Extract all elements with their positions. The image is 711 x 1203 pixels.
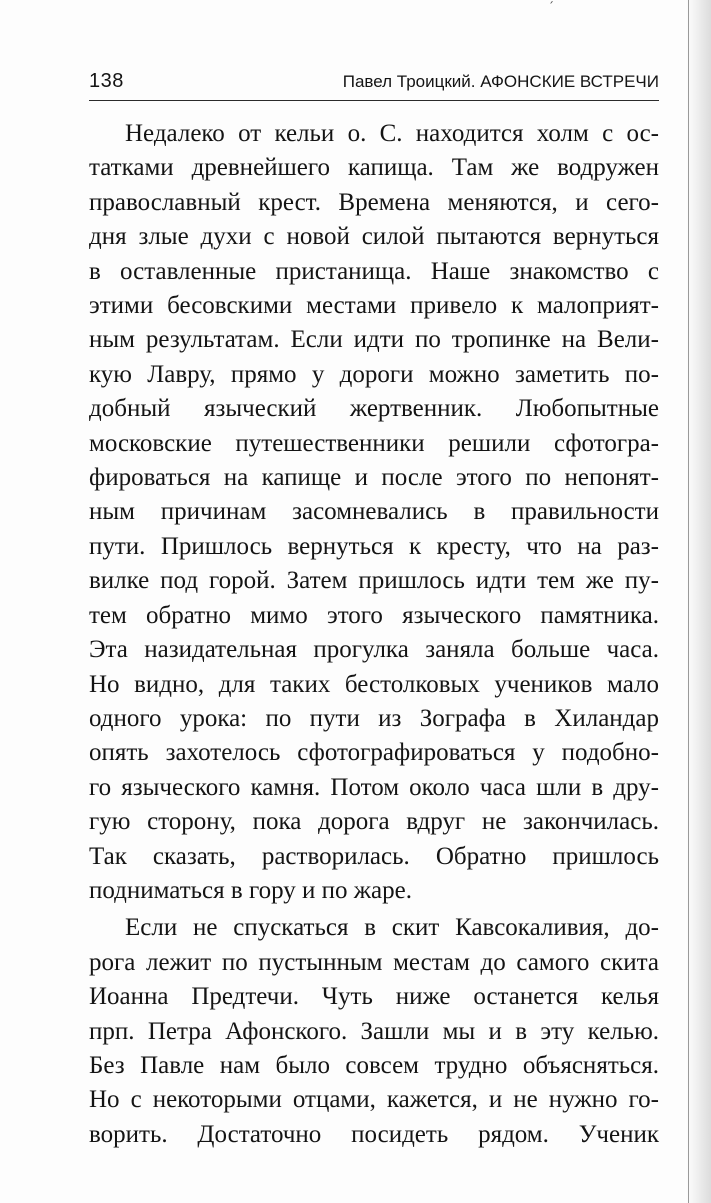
text-line: православный крест. Времена меняются, и сего-: [89, 188, 659, 216]
text-line: в оставленные пристанища. Наше знакомство с: [89, 257, 659, 285]
text-line: прп. Петра Афонского. Зашли мы и в эту келью.: [89, 1017, 659, 1045]
text-line: этими бесовскими местами привело к малоприят-: [89, 292, 659, 320]
text-line: вилке под горой. Затем пришлось идти тем же пу-: [89, 567, 659, 595]
text-line: Без Павле нам было совсем трудно объясняться.: [89, 1051, 659, 1079]
text-line: фироваться на капище и после этого по непонят-: [89, 464, 659, 492]
text-line: ным причинам засомневались в правильности: [89, 498, 659, 526]
text-line: рога лежит по пустынным местам до самого скита: [89, 948, 659, 976]
text-line: одного урока: по пути из Зографа в Хиландар: [89, 704, 659, 732]
text-line: опять захотелось сфотографироваться у подобно-: [89, 739, 659, 767]
text-line: Если не спускаться в скит Кавсокаливия, до-: [125, 914, 659, 942]
text-line: Но видно, для таких бестолковых учеников мало: [89, 670, 659, 698]
text-line: Недалеко от кельи о. С. находится холм с ос-: [125, 120, 659, 147]
page-edge-line: [688, 0, 689, 1203]
text-line: кую Лавру, прямо у дороги можно заметить по-: [89, 360, 659, 388]
text-line: татками древнейшего капища. Там же водружен: [89, 154, 659, 182]
text-line: подниматься в гору и по жаре.: [89, 876, 412, 904]
text-line: Эта назидательная прогулка заняла больше часа.: [89, 636, 659, 664]
text-line: пути. Пришлось вернуться к кресту, что на раз-: [89, 532, 659, 560]
paragraph-2: [89, 911, 659, 1152]
text-line: тем обратно мимо этого языческого памятника.: [89, 601, 659, 629]
scan-speck: ´: [548, 0, 554, 14]
text-line: Но с некоторыми отцами, кажется, и не нужно го-: [89, 1086, 659, 1114]
running-header: [89, 64, 659, 98]
text-line: Так сказать, растворилась. Обратно пришлось: [89, 842, 659, 870]
paragraph-1: [89, 117, 659, 908]
text-line: московские путешественники решили сфотогра-: [89, 429, 659, 457]
text-line: дня злые духи с новой силой пытаются вернуться: [89, 223, 659, 251]
text-line: добный языческий жертвенник. Любопытные: [89, 395, 659, 423]
text-line: Иоанна Предтечи. Чуть ниже останется келья: [89, 983, 659, 1011]
text-line: ворить. Достаточно посидеть рядом. Ученик: [89, 1120, 659, 1148]
text-line: ным результатам. Если идти по тропинке на Вели-: [89, 326, 659, 354]
text-line: го языческого камня. Потом около часа шли в дру-: [89, 773, 659, 801]
text-line: гую сторону, пока дорога вдруг не закончилась.: [89, 808, 659, 836]
body-text: [89, 117, 659, 1152]
header-rule: [89, 100, 659, 101]
running-head-title: Павел Троицкий. АФОНСКИЕ ВСТРЕЧИ: [342, 72, 659, 91]
page-number: 138: [89, 70, 124, 92]
